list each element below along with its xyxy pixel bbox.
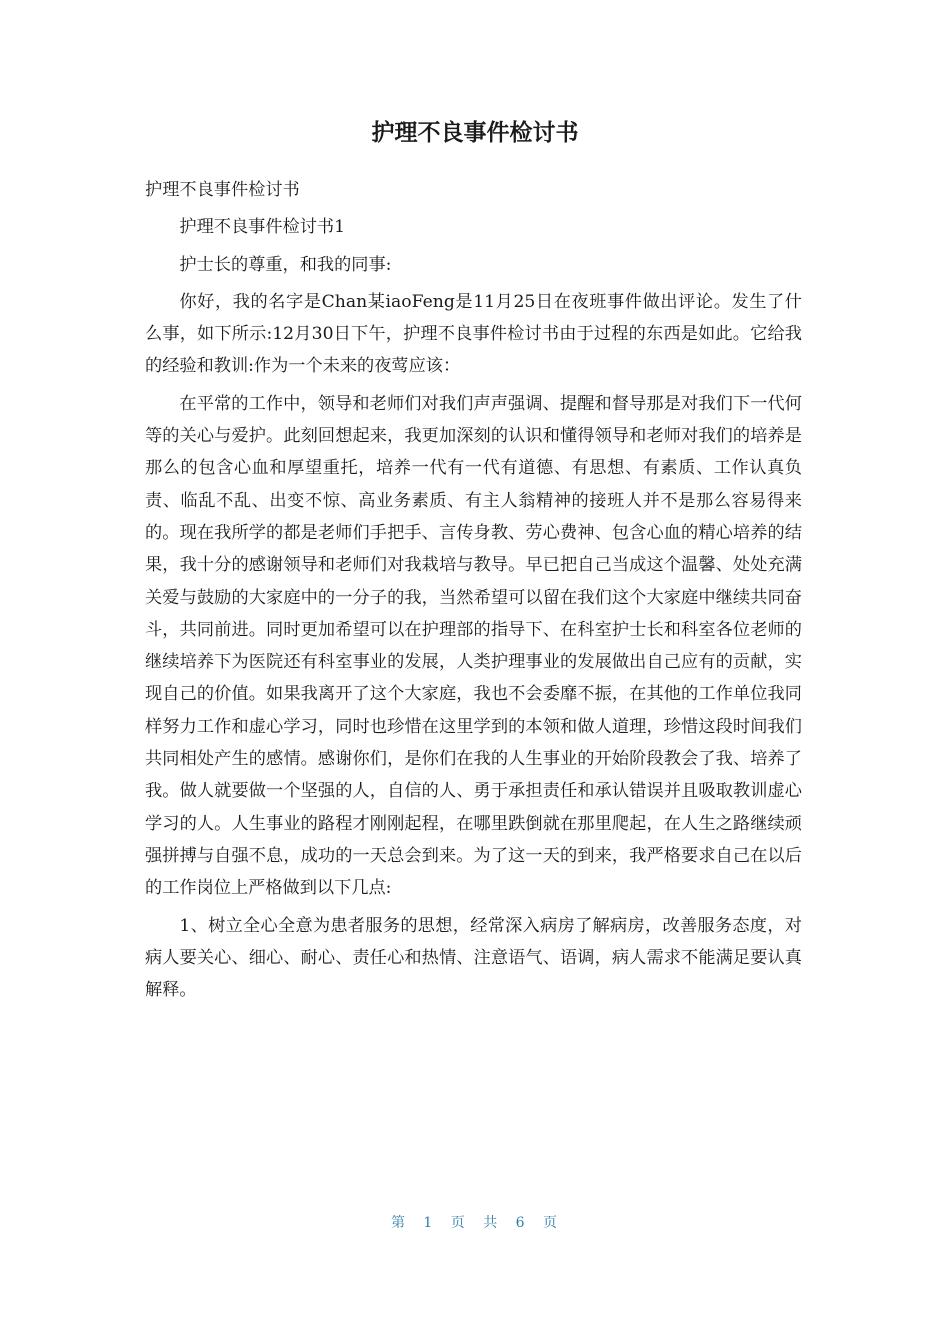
paragraph-intro: 你好，我的名字是Chan某iaoFeng是11月25日在夜班事件做出评论。发生了什么事，如下所示:12月30日下午，护理不良事件检讨书由于过程的东西是如此。它给我的经验和教训:作为一个未来的夜莺应该： [145, 291, 802, 377]
document-title: 护理不良事件检讨书 [371, 120, 579, 146]
document-body [145, 174, 802, 1011]
paragraph-heading: 护理不良事件检讨书 [145, 180, 300, 200]
paragraph-salutation: 护士长的尊重，和我的同事: [179, 254, 392, 275]
paragraph-point-1: 1、树立全心全意为患者服务的思想，经常深入病房了解病房，改善服务态度，对病人要关心、细心、耐心、责任心和热情、注意语气、语调，病人需求不能满足要认真解释。 [145, 915, 802, 1001]
paragraph-subtitle: 护理不良事件检讨书1 [179, 217, 346, 238]
paragraph-main: 在平常的工作中，领导和老师们对我们声声强调、提醒和督导那是对我们下一代何等的关心与爱护。此刻回想起来，我更加深刻的认识和懂得领导和老师对我们的培养是那么的包含心血和厚望重托，培养一代有一代有道德、有思想、有素质、工作认真负责、临乱不乱、出变不惊、高业务素质、有主人翁精神的接班人并不是那么容易得来的。现在我所学的都是老师们手把手、言传身教、劳心费神、包含心血的精心培养的结果，我十分的感谢领导和老师们对我栽培与教导。早已把自己当成这个温馨、处处充满关爱与鼓励的大家庭中的一分子的我，当然希望可以留在我们这个大家庭中继续共同奋斗，共同前进。同时更加希望可以在护理部的指导下、在科室护士长和科室各位老师的继续培养下为医院还有科室事业的发展，人类护理事业的发展做出自己应有的贡献，实现自己的价值。如果我离开了这个大家庭，我也不会委靡不振，在其他的工作单位我同样努力工作和虚心学习，同时也珍惜在这里学到的本领和做人道理，珍惜这段时间我们共同相处产生的感情。感谢你们，是你们在我的人生事业的开始阶段教会了我、培养了我。做人就要做一个坚强的人，自信的人、勇于承担责任和承认错误并且吸取教训虚心学习的人。人生事业的路程才刚刚起程，在哪里跌倒就在那里爬起，在人生之路继续顽强拼搏与自强不息，成功的一天总会到来。为了这一天的到来，我严格要求自己在以后的工作岗位上严格做到以下几点: [145, 393, 802, 899]
page-number-footer: 第 1 页 共 6 页 [390, 1215, 560, 1231]
